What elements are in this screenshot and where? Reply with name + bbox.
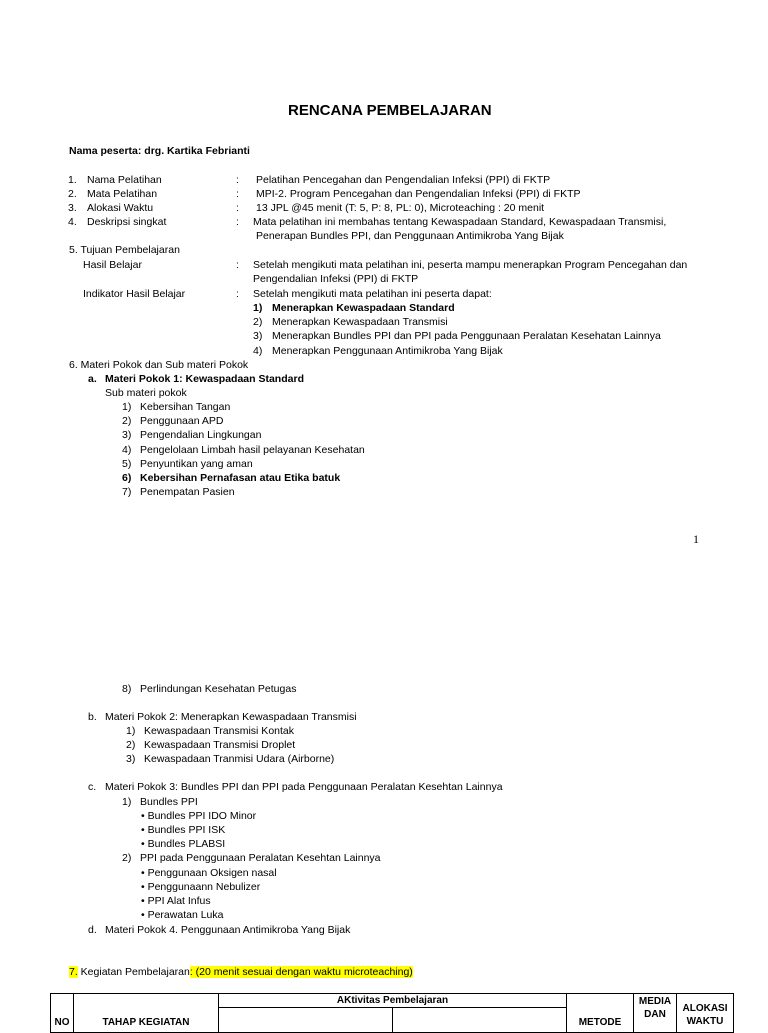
- bullet-item: • Bundles PLABSI: [141, 838, 226, 850]
- info-sep: :: [236, 188, 239, 200]
- info-value: Pelatihan Pencegahan dan Pengendalian Infeksi (PPI) di FKTP: [256, 174, 551, 186]
- list-item: Bundles PPI: [140, 796, 198, 808]
- hasil-belajar-sep: :: [236, 259, 239, 271]
- info-label: Deskripsi singkat: [87, 216, 167, 228]
- list-num: 6): [122, 472, 132, 484]
- table-subcell: [219, 1008, 393, 1033]
- indikator-intro: Setelah mengikuti mata pelatihan ini peserta dapat:: [253, 288, 492, 300]
- page-number: 1: [693, 532, 699, 546]
- list-item: Kewaspadaan Transmisi Kontak: [144, 725, 294, 737]
- indikator-item: Menerapkan Kewaspadaan Transmisi: [272, 316, 448, 328]
- materi-c-title: Materi Pokok 3: Bundles PPI dan PPI pada Penggunaan Peralatan Kesehtan Lainnya: [105, 781, 503, 793]
- bullet-item: • PPI Alat Infus: [141, 895, 211, 907]
- list-num: 2): [122, 852, 132, 864]
- indikator-item: Menerapkan Bundles PPI dan PPI pada Penggunaan Peralatan Kesehatan Lainnya: [272, 330, 661, 342]
- table-header-alokasi: ALOKASI WAKTU: [677, 994, 734, 1033]
- materi-a-title: Materi Pokok 1: Kewaspadaan Standard: [105, 373, 304, 385]
- hasil-belajar-label: Hasil Belajar: [83, 259, 142, 271]
- bullet-item: • Perawatan Luka: [141, 909, 224, 921]
- bullet-item: • Bundles PPI ISK: [141, 824, 226, 836]
- list-item: Kewaspadaan Tranmisi Udara (Airborne): [144, 753, 335, 765]
- materi-d-title: Materi Pokok 4. Penggunaan Antimikroba Yang Bijak: [105, 924, 351, 936]
- table-header-media: MEDIA DAN: [634, 994, 677, 1033]
- participant-name: drg. Kartika Febrianti: [144, 145, 250, 157]
- bullet-item: • Penggunaann Nebulizer: [141, 881, 261, 893]
- list-item: Pengendalian Lingkungan: [140, 429, 262, 441]
- info-label: Nama Pelatihan: [87, 174, 162, 186]
- materi-c-label: c.: [88, 781, 97, 793]
- indikator-label: Indikator Hasil Belajar: [83, 288, 186, 300]
- list-num: 1): [122, 796, 132, 808]
- participant-line: [69, 144, 250, 158]
- info-num: 4.: [68, 216, 77, 228]
- bullet-item: • Penggunaan Oksigen nasal: [141, 867, 277, 879]
- indikator-num: 2): [253, 316, 263, 328]
- list-num: 8): [122, 683, 132, 695]
- info-label: Mata Pelatihan: [87, 188, 158, 200]
- kegiatan-note: (20 menit sesuai dengan waktu microteaching): [192, 966, 413, 978]
- kegiatan-num: 7.: [69, 966, 78, 978]
- kegiatan-heading: [69, 965, 413, 979]
- indikator-item: Menerapkan Kewaspadaan Standard: [272, 302, 455, 314]
- list-num: 2): [122, 415, 132, 427]
- list-num: 4): [122, 444, 132, 456]
- table-header-tahap: TAHAP KEGIATAN: [74, 994, 219, 1033]
- list-item: Penggunaan APD: [140, 415, 224, 427]
- info-sep: :: [236, 216, 239, 228]
- list-num: 3): [122, 429, 132, 441]
- participant-label: Nama peserta:: [69, 145, 142, 157]
- kegiatan-colon: :: [189, 966, 193, 978]
- list-num: 3): [126, 753, 136, 765]
- list-item: Pengelolaan Limbah hasil pelayanan Kesehatan: [140, 444, 365, 456]
- info-value: MPI-2. Program Pencegahan dan Pengendalian Infeksi (PPI) di FKTP: [256, 188, 581, 200]
- list-num: 1): [126, 725, 136, 737]
- indikator-item: Menerapkan Penggunaan Antimikroba Yang Bijak: [272, 345, 503, 357]
- list-item: Penyuntikan yang aman: [140, 458, 253, 470]
- list-item: Perlindungan Kesehatan Petugas: [140, 683, 297, 695]
- bullet-item: • Bundles PPI IDO Minor: [141, 810, 257, 822]
- indikator-num: 1): [253, 302, 263, 314]
- page-title: RENCANA PEMBELAJARAN: [288, 102, 492, 119]
- info-value: 13 JPL @45 menit (T: 5, P: 8, PL: 0), Microteaching : 20 menit: [256, 202, 545, 214]
- info-num: 1.: [68, 174, 77, 186]
- list-num: 7): [122, 486, 132, 498]
- section-heading: 6. Materi Pokok dan Sub materi Pokok: [69, 359, 249, 371]
- indikator-sep: :: [236, 288, 239, 300]
- list-num: 1): [122, 401, 132, 413]
- info-value: Mata pelatihan ini membahas tentang Kewaspadaan Standard, Kewaspadaan Transmisi,: [253, 216, 667, 228]
- list-item: Kewaspadaan Transmisi Droplet: [144, 739, 296, 751]
- info-sep: :: [236, 202, 239, 214]
- section-heading: 5. Tujuan Pembelajaran: [69, 244, 180, 256]
- materi-d-label: d.: [88, 924, 97, 936]
- hasil-belajar-text: Pengendalian Infeksi (PPI) di FKTP: [253, 273, 419, 285]
- list-num: 2): [126, 739, 136, 751]
- info-num: 3.: [68, 202, 77, 214]
- kegiatan-table: [50, 993, 734, 1033]
- materi-b-label: b.: [88, 711, 97, 723]
- list-item: PPI pada Penggunaan Peralatan Kesehtan Lainnya: [140, 852, 381, 864]
- info-num: 2.: [68, 188, 77, 200]
- table-subcell: [392, 1008, 566, 1033]
- info-label: Alokasi Waktu: [87, 202, 154, 214]
- info-value: Penerapan Bundles PPI, dan Penggunaan Antimikroba Yang Bijak: [256, 230, 564, 242]
- indikator-num: 4): [253, 345, 263, 357]
- hasil-belajar-text: Setelah mengikuti mata pelatihan ini, peserta mampu menerapkan Program Pencegahan dan: [253, 259, 688, 271]
- materi-b-title: Materi Pokok 2: Menerapkan Kewaspadaan Transmisi: [105, 711, 357, 723]
- list-item: Kebersihan Pernafasan atau Etika batuk: [140, 472, 341, 484]
- materi-a-label: a.: [88, 373, 97, 385]
- indikator-num: 3): [253, 330, 263, 342]
- table-header-no: NO: [51, 994, 74, 1033]
- table-header-aktivitas: AKtivitas Pembelajaran: [219, 994, 567, 1008]
- list-item: Penempatan Pasien: [140, 486, 235, 498]
- kegiatan-label: Kegiatan Pembelajaran: [77, 966, 190, 978]
- table-header-metode: METODE: [567, 994, 634, 1033]
- list-num: 5): [122, 458, 132, 470]
- sub-materi-label: Sub materi pokok: [105, 387, 187, 399]
- info-sep: :: [236, 174, 239, 186]
- list-item: Kebersihan Tangan: [140, 401, 231, 413]
